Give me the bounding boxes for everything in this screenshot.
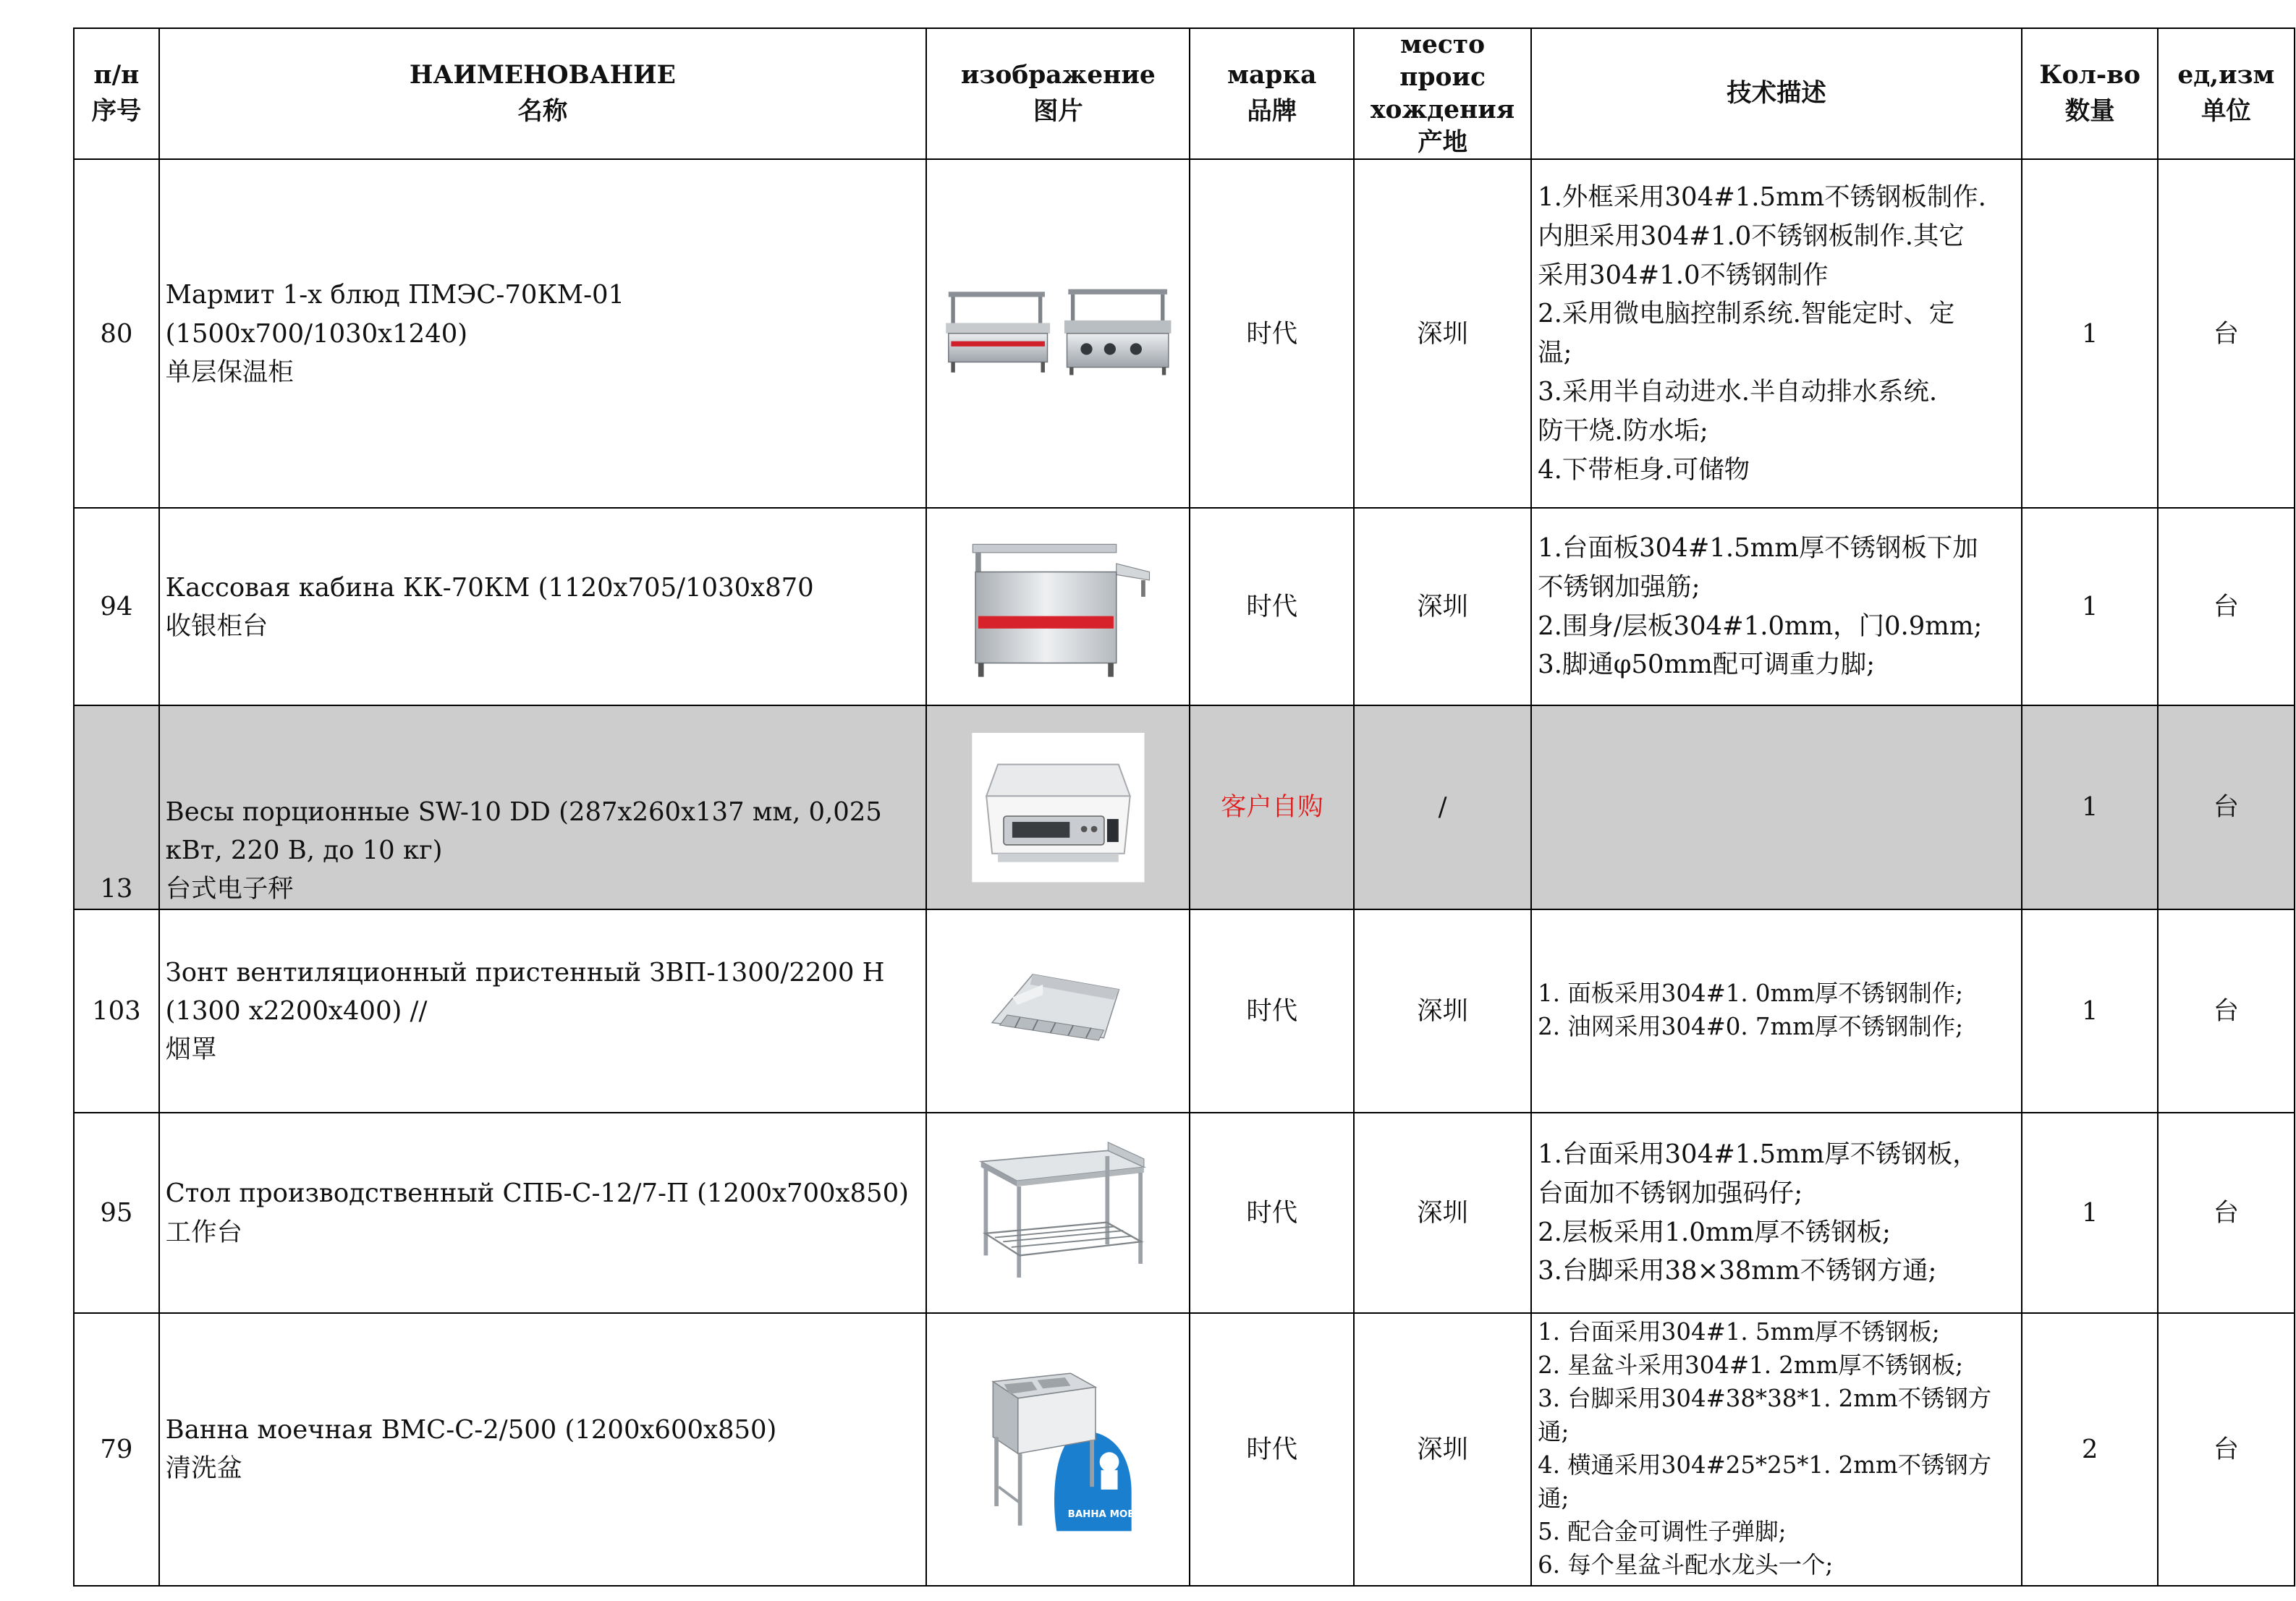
exhaust-hood-icon xyxy=(982,966,1134,1056)
row-image xyxy=(926,1313,1190,1585)
row-desc xyxy=(1531,159,2022,508)
row-desc xyxy=(1531,909,2022,1113)
header-origin-ru2: хождения xyxy=(1371,95,1515,124)
row-name-ru: Стол производственный СПБ-С-12/7-П (1200х700х850) xyxy=(165,1179,909,1209)
desc-line: 内胆采用304#1.0不锈钢板制作.其它 xyxy=(1538,221,1965,251)
row-name xyxy=(159,1313,927,1585)
header-image xyxy=(926,28,1190,159)
desc-line: 通; xyxy=(1538,1485,1570,1513)
bain-marie-icon xyxy=(941,281,1175,386)
desc-line: 2.采用微电脑控制系统.智能定时、定 xyxy=(1538,299,1955,329)
row-unit: 台 xyxy=(2158,1313,2294,1585)
row-name-ru: Кассовая кабина КК-70КМ (1120х705/1030х870 xyxy=(165,572,814,603)
row-name-ru: Мармит 1-х блюд ПМЭС-70КМ-01 (1500х700/1030х1240) xyxy=(165,280,625,349)
row-image xyxy=(926,508,1190,705)
desc-line: 3. 台脚采用304#38*38*1. 2mm不锈钢方 xyxy=(1538,1385,1992,1413)
row-desc xyxy=(1531,1313,2022,1585)
row-qty: 1 xyxy=(2022,909,2158,1113)
desc-line: 2. 星盆斗采用304#1. 2mm厚不锈钢板; xyxy=(1538,1351,1964,1380)
row-name-zh: 单层保温柜 xyxy=(165,357,294,387)
row-name xyxy=(159,508,927,705)
desc-line: 台面加不锈钢加强码仔; xyxy=(1538,1178,1803,1208)
header-qty-ru: Кол-во xyxy=(2039,61,2140,90)
header-row xyxy=(74,28,2294,159)
row-name-zh: 工作台 xyxy=(165,1217,242,1247)
row-num: 94 xyxy=(74,508,158,705)
header-brand-zh: 品牌 xyxy=(1247,96,1297,126)
desc-line: 1. 面板采用304#1. 0mm厚不锈钢制作; xyxy=(1538,980,1964,1008)
row-unit: 台 xyxy=(2158,1113,2294,1313)
row-unit: 台 xyxy=(2158,508,2294,705)
equipment-table xyxy=(73,27,2295,1586)
header-unit-zh: 单位 xyxy=(2200,96,2251,126)
row-num: 80 xyxy=(74,159,158,508)
desc-line: 温; xyxy=(1538,338,1572,368)
row-qty: 1 xyxy=(2022,159,2158,508)
row-desc xyxy=(1531,705,2022,909)
row-name xyxy=(159,159,927,508)
header-num xyxy=(74,28,158,159)
row-name-zh: 烟罩 xyxy=(165,1034,217,1064)
row-unit: 台 xyxy=(2158,705,2294,909)
header-unit xyxy=(2158,28,2294,159)
header-desc xyxy=(1531,28,2022,159)
scale-icon xyxy=(972,733,1145,882)
row-brand: 时代 xyxy=(1190,1113,1354,1313)
header-image-zh: 图片 xyxy=(1033,96,1083,126)
header-brand-ru: марка xyxy=(1227,61,1317,90)
row-brand: 时代 xyxy=(1190,508,1354,705)
desc-line: 6. 每个星盆斗配水龙头一个; xyxy=(1538,1551,1834,1579)
desc-line: 通; xyxy=(1538,1418,1570,1446)
desc-line: 不锈钢加强筋; xyxy=(1538,572,1700,602)
header-num-ru: п/н xyxy=(93,61,140,90)
row-image xyxy=(926,909,1190,1113)
table-row xyxy=(74,159,2294,508)
desc-line: 2.围身/层板304#1.0mm，门0.9mm; xyxy=(1538,611,1983,641)
cashier-counter-icon xyxy=(962,530,1155,682)
row-origin: 深圳 xyxy=(1354,909,1531,1113)
desc-line: 1.台面板304#1.5mm厚不锈钢板下加 xyxy=(1538,532,1978,563)
row-origin: 深圳 xyxy=(1354,1113,1531,1313)
desc-line: 5. 配合金可调性子弹脚; xyxy=(1538,1518,1787,1546)
header-qty xyxy=(2022,28,2158,159)
row-brand: 时代 xyxy=(1190,159,1354,508)
row-qty: 1 xyxy=(2022,1113,2158,1313)
header-image-ru: изображение xyxy=(960,61,1156,90)
row-origin: / xyxy=(1354,705,1531,909)
desc-line: 4.下带柜身.可储物 xyxy=(1538,454,1750,485)
row-brand: 时代 xyxy=(1190,1313,1354,1585)
row-origin: 深圳 xyxy=(1354,508,1531,705)
row-qty: 2 xyxy=(2022,1313,2158,1585)
desc-line: 4. 横通采用304#25*25*1. 2mm不锈钢方 xyxy=(1538,1451,1992,1479)
row-origin: 深圳 xyxy=(1354,159,1531,508)
header-origin-zh: 产地 xyxy=(1418,127,1467,157)
header-name-zh: 名称 xyxy=(517,96,568,126)
desc-line: 1.台面采用304#1.5mm厚不锈钢板， xyxy=(1538,1139,1978,1169)
work-table-icon xyxy=(962,1137,1155,1288)
row-name-ru: Весы порционные SW-10 DD (287х260х137 мм, 0,025 кВт, 220 В, до 10 кг) xyxy=(165,797,882,866)
desc-line: 3.脚通φ50mm配可调重力脚; xyxy=(1538,650,1876,680)
header-origin xyxy=(1354,28,1531,159)
table-row xyxy=(74,1113,2294,1313)
desc-line: 2.层板采用1.0mm厚不锈钢板; xyxy=(1538,1217,1891,1247)
header-origin-ru1: место проис xyxy=(1399,30,1486,93)
table-row xyxy=(74,705,2294,909)
row-image xyxy=(926,159,1190,508)
desc-line: 3.采用半自动进水.半自动排水系统. xyxy=(1538,377,1938,407)
row-desc xyxy=(1531,508,2022,705)
sink-caption: ВАННА МОЕЧНАЯ xyxy=(1067,1509,1166,1521)
row-brand: 时代 xyxy=(1190,909,1354,1113)
row-image xyxy=(926,705,1190,909)
table-row xyxy=(74,508,2294,705)
header-qty-zh: 数量 xyxy=(2064,96,2115,126)
row-num: 79 xyxy=(74,1313,158,1585)
row-name xyxy=(159,909,927,1113)
row-qty: 1 xyxy=(2022,705,2158,909)
row-num: 103 xyxy=(74,909,158,1113)
row-name-ru: Зонт вентиляционный пристенный ЗВП-1300/2200 Н (1300 х2200х400) // xyxy=(165,957,885,1026)
row-name-ru: Ванна моечная ВМС-С-2/500 (1200х600х850) xyxy=(165,1415,777,1445)
table-row xyxy=(74,1313,2294,1585)
row-image xyxy=(926,1113,1190,1313)
row-desc xyxy=(1531,1113,2022,1313)
row-unit: 台 xyxy=(2158,909,2294,1113)
header-unit-ru: ед,изм xyxy=(2177,61,2275,90)
row-name-zh: 台式电子秤 xyxy=(165,874,294,904)
row-brand: 客户自购 xyxy=(1190,705,1354,909)
row-name xyxy=(159,1113,927,1313)
row-name-zh: 收银柜台 xyxy=(165,611,268,641)
row-unit: 台 xyxy=(2158,159,2294,508)
row-name-zh: 清洗盆 xyxy=(165,1453,242,1484)
row-qty: 1 xyxy=(2022,508,2158,705)
header-num-zh: 序号 xyxy=(91,96,142,126)
table-row xyxy=(74,909,2294,1113)
row-num: 95 xyxy=(74,1113,158,1313)
header-name-ru: НАИМЕНОВАНИЕ xyxy=(409,61,676,90)
header-desc-zh: 技术描述 xyxy=(1727,78,1826,108)
wash-sink-icon xyxy=(982,1359,1166,1540)
row-origin: 深圳 xyxy=(1354,1313,1531,1585)
header-brand xyxy=(1190,28,1354,159)
desc-line: 采用304#1.0不锈钢制作 xyxy=(1538,260,1829,290)
header-name xyxy=(159,28,927,159)
desc-line: 2. 油网采用304#0. 7mm厚不锈钢制作; xyxy=(1538,1013,1964,1041)
row-name xyxy=(159,705,927,909)
row-num: 13 xyxy=(74,705,158,909)
desc-line: 1.外框采用304#1.5mm不锈钢板制作. xyxy=(1538,182,1986,212)
desc-line: 3.台脚采用38×38mm不锈钢方通; xyxy=(1538,1256,1937,1286)
desc-line: 1. 台面采用304#1. 5mm厚不锈钢板; xyxy=(1538,1318,1940,1346)
desc-line: 防干烧.防水垢; xyxy=(1538,415,1708,446)
